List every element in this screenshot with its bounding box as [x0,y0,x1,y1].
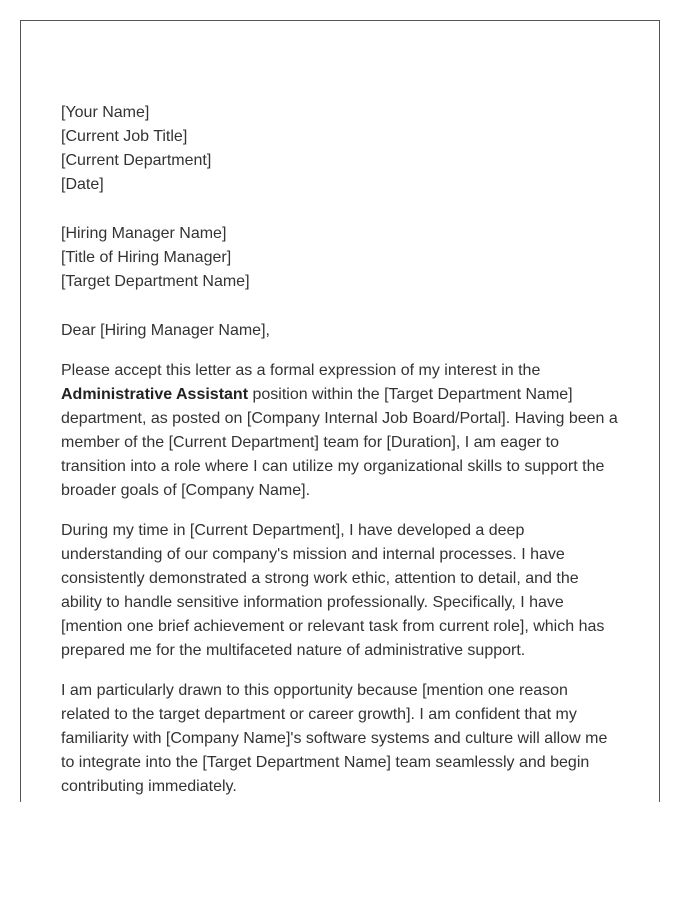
letter-body [61,101,631,799]
letter-date: [Date] [61,176,104,193]
paragraph-2-line: prepared me for the multifaceted nature of administrative support. [61,642,526,659]
salutation [61,319,631,343]
paragraph-1 [61,359,631,503]
sender-block [61,101,631,197]
paragraph-2-line: ability to handle sensitive information professionally. Specifically, I have [61,594,564,611]
salutation-text: Dear [Hiring Manager Name], [61,322,270,339]
paragraph-2-line: [mention one brief achievement or relevant task from current role], which has [61,618,605,635]
paragraph-3-line: to integrate into the [Target Department Name] team seamlessly and begin [61,754,590,771]
paragraph-1-line: transition into a role where I can utilize my organizational skills to support the [61,458,605,475]
paragraph-3-line: contributing immediately. [61,778,237,795]
sender-job-title: [Current Job Title] [61,128,188,145]
paragraph-3-line: I am particularly drawn to this opportunity because [mention one reason [61,682,568,699]
paragraph-2 [61,519,631,663]
recipient-block [61,222,631,294]
paragraph-2-line: understanding of our company's mission and internal processes. I have [61,546,565,563]
paragraph-1-line-rest: position within the [Target Department Name] [248,386,573,403]
sender-name: [Your Name] [61,104,150,121]
recipient-name: [Hiring Manager Name] [61,225,227,242]
paragraph-1-line: Please accept this letter as a formal expression of my interest in the [61,362,541,379]
sender-department: [Current Department] [61,152,212,169]
paragraph-3-line: familiarity with [Company Name]'s software systems and culture will allow me [61,730,608,747]
paragraph-3-line: related to the target department or career growth]. I am confident that my [61,706,577,723]
recipient-title: [Title of Hiring Manager] [61,249,232,266]
paragraph-1-line: member of the [Current Department] team for [Duration], I am eager to [61,434,559,451]
paragraph-1-line [61,383,631,407]
paragraph-1-line: department, as posted on [Company Internal Job Board/Portal]. Having been a [61,410,618,427]
paragraph-3 [61,679,631,799]
paragraph-2-line: During my time in [Current Department], I have developed a deep [61,522,525,539]
position-title: Administrative Assistant [61,386,249,403]
paragraph-1-line: broader goals of [Company Name]. [61,482,311,499]
recipient-department: [Target Department Name] [61,273,250,290]
letter-page [20,20,660,802]
paragraph-2-line: consistently demonstrated a strong work ethic, attention to detail, and the [61,570,579,587]
